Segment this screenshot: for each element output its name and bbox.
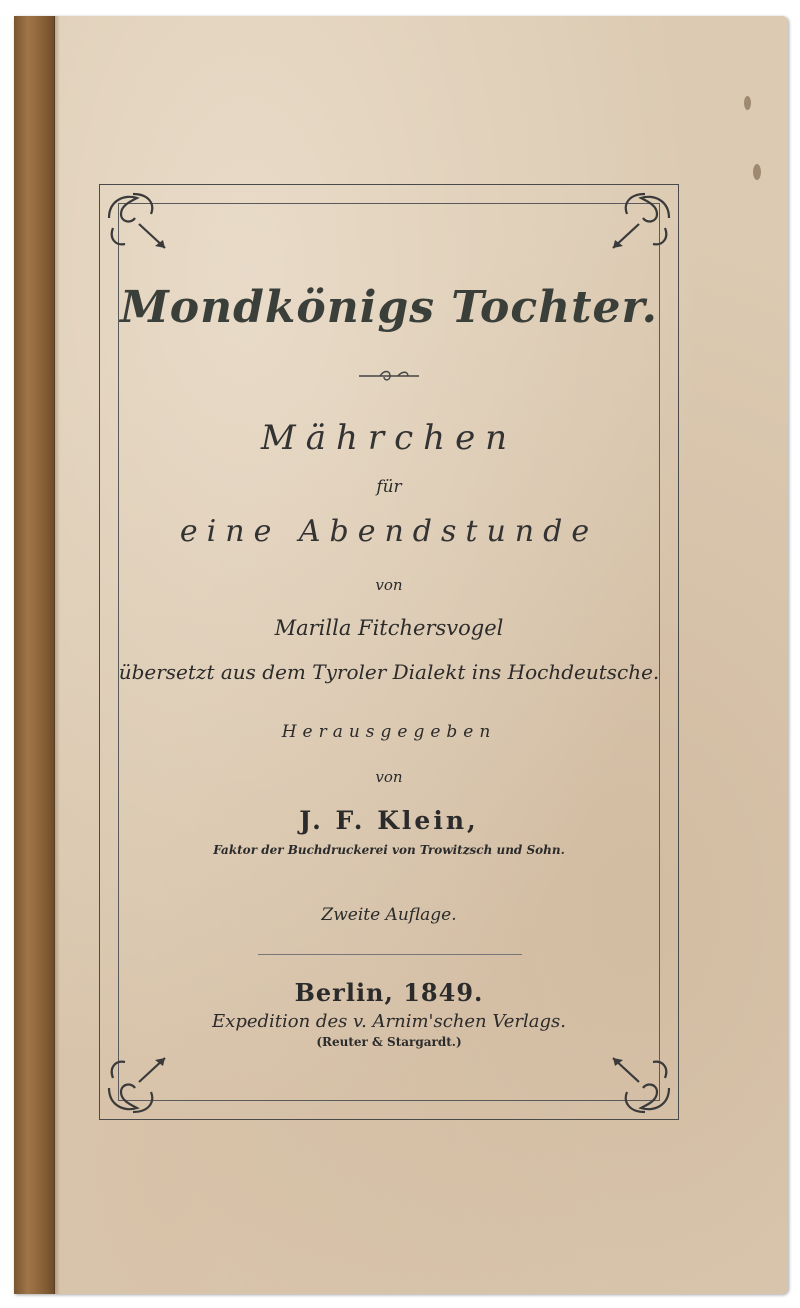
vine-ornament-icon [118,368,660,384]
book-spine [14,16,55,1294]
editor-name: J. F. Klein, [299,806,479,835]
book-title: Mondkönigs Tochter. [120,282,658,333]
place-year: Berlin, 1849. [294,978,484,1007]
edited-by-label: von [375,768,403,786]
stain-mark [753,164,761,180]
subtitle-abendstunde: eine Abendstunde [179,514,599,549]
flourish-ornament-icon [103,188,173,258]
flourish-ornament-icon [605,1048,675,1118]
divider-rule [258,954,522,955]
stain-mark [744,96,751,110]
edition-label: Zweite Auflage. [321,905,457,925]
edited-label: Herausgegeben [281,722,497,742]
subtitle-connector: für [376,477,402,497]
publisher-name: Expedition des v. Arnim'schen Verlags. [212,1011,566,1032]
flourish-ornament-icon [605,188,675,258]
editor-role: Faktor der Buchdruckerei von Trowitzsch und Sohn. [213,843,565,857]
publisher-note: (Reuter & Stargardt.) [316,1035,462,1049]
flourish-ornament-icon [103,1048,173,1118]
spine-shadow [54,16,60,1294]
by-label: von [375,576,403,594]
inner-frame [118,203,660,1101]
author-name: Marilla Fitchersvogel [274,616,504,640]
translation-note: übersetzt aus dem Tyroler Dialekt ins Hochdeutsche. [118,660,660,684]
subtitle-maerchen: Mährchen [260,418,518,458]
